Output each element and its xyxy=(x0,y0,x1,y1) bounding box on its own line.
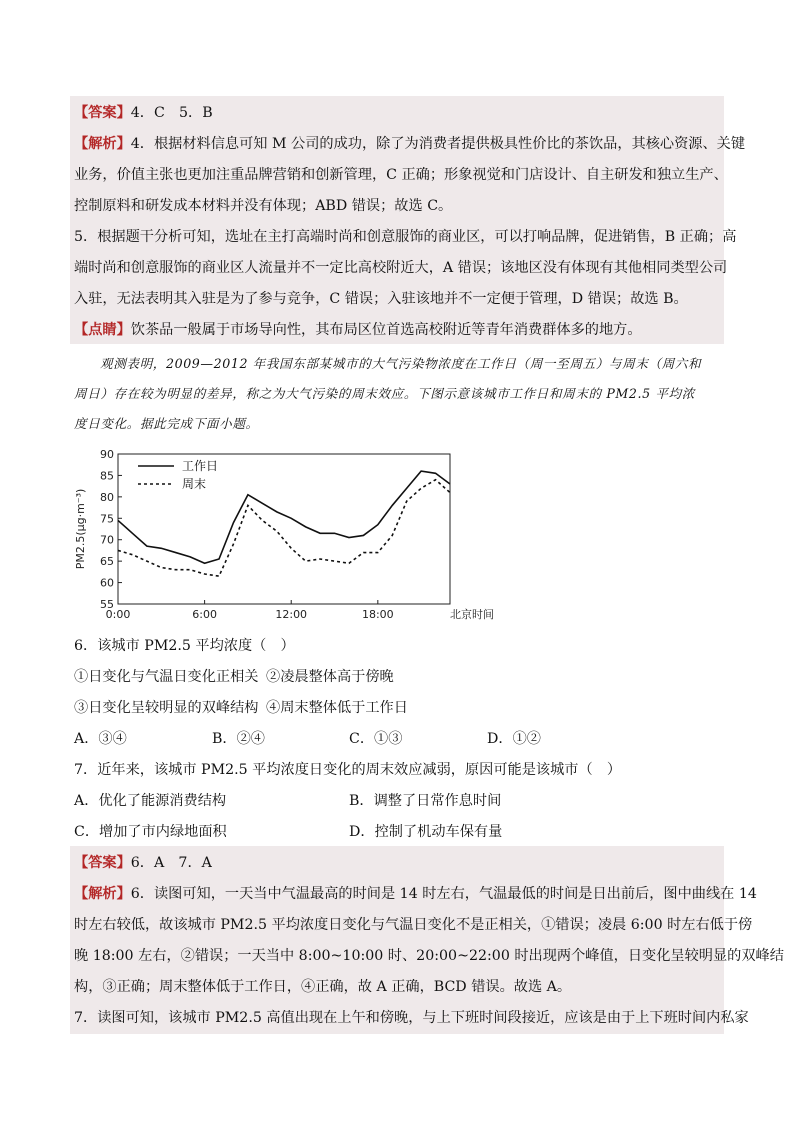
analysis-line-6: 入驻，无法表明其入驻是为了参与竞争，C 错误；入驻该地并不一定便于管理，D 错误；故选 B。 xyxy=(74,291,688,307)
q6-option-a[interactable]: A．③④ xyxy=(74,731,127,747)
y-tick-label: 80 xyxy=(100,490,114,504)
y-axis-label: PM2.5(μg·m⁻³) xyxy=(74,488,87,570)
legend-label: 周末 xyxy=(182,477,207,491)
analysis2-line-2: 时左右较低，故该城市 PM2.5 平均浓度日变化与气温日变化不是正相关，①错误；凌晨 6:00 时左右低于傍 xyxy=(74,917,753,933)
q6-option-d[interactable]: D．①② xyxy=(487,731,541,747)
answer2-text: 6．A 7．A xyxy=(130,855,212,871)
y-tick-label: 85 xyxy=(100,469,114,483)
answer-tag: 【答案】 xyxy=(74,105,131,121)
y-tick-label: 70 xyxy=(100,533,114,547)
analysis2-line-4: 构，③正确；周末整体低于工作日，④正确，故 A 正确，BCD 错误。故选 A。 xyxy=(74,979,572,995)
q6-statement-2: ②凌晨整体高于傍晚 xyxy=(266,669,394,685)
y-tick-label: 75 xyxy=(100,512,114,526)
point-tag: 【点睛】 xyxy=(74,322,131,338)
analysis-line-3: 控制原料和研发成本材料并没有体现；ABD 错误；故选 C。 xyxy=(74,198,453,214)
series-line-weekend xyxy=(118,480,450,576)
analysis2-line-1 xyxy=(74,884,757,904)
y-tick-label: 55 xyxy=(100,598,114,611)
x-axis-label: 北京时间 xyxy=(450,608,494,621)
q6-option-b[interactable]: B．②④ xyxy=(212,731,265,747)
q6-statement-4: ④周末整体低于工作日 xyxy=(266,700,408,716)
q7-option-a[interactable]: A．优化了能源消费结构 xyxy=(74,793,227,809)
q6-statement-3: ③日变化呈较明显的双峰结构 xyxy=(74,700,259,716)
q6-option-c[interactable]: C．①③ xyxy=(349,731,403,747)
x-tick-label: 12:00 xyxy=(275,608,308,621)
intro-line-1: 观测表明，2009—2012 年我国东部某城市的大气污染物浓度在工作日（周一至周五）与周末（周六和 xyxy=(100,356,702,371)
q7-option-d[interactable]: D．控制了机动车保有量 xyxy=(349,824,503,840)
q6-stem: 6．该城市 PM2.5 平均浓度（ ） xyxy=(74,638,295,654)
point-text: 饮茶品一般属于市场导向性，其布局区位首选高校附近等青年消费群体多的地方。 xyxy=(130,322,642,338)
analysis2-text: 6．读图可知，一天当中气温最高的时间是 14 时左右，气温最低的时间是日出前后，图中曲线在 14 xyxy=(130,886,757,902)
pm25-chart xyxy=(70,440,494,630)
y-tick-label: 65 xyxy=(100,555,114,569)
answer-text: 4．C 5．B xyxy=(130,105,213,121)
y-tick-label: 90 xyxy=(100,448,114,461)
answer-line-1 xyxy=(74,103,724,123)
analysis2-line-3: 晚 18:00 左右，②错误；一天当中 8:00~10:00 时、20:00~22:00 时出现两个峰值，日变化呈较明显的双峰结 xyxy=(74,948,784,964)
q7-stem: 7．近年来，该城市 PM2.5 平均浓度日变化的周末效应减弱，原因可能是该城市（ ） xyxy=(74,762,622,778)
analysis-line-2: 业务，价值主张也更加注重品牌营销和创新管理，C 正确；形象视觉和门店设计、自主研发和独立生产、 xyxy=(74,167,728,183)
answer-block-2 xyxy=(70,846,784,1034)
legend-label: 工作日 xyxy=(182,459,219,473)
analysis2-tag: 【解析】 xyxy=(74,886,131,902)
q7-option-c[interactable]: C．增加了市内绿地面积 xyxy=(74,824,227,840)
intro-line-3: 度日变化。据此完成下面小题。 xyxy=(74,416,259,431)
q6-statement-1: ①日变化与气温日变化正相关 xyxy=(74,669,259,685)
intro-line-2: 周日）存在较为明显的差异，称之为大气污染的周末效应。下图示意该城市工作日和周末的 PM2.5 平均浓 xyxy=(74,386,695,401)
answer2-line xyxy=(74,853,724,873)
point-line xyxy=(74,320,724,340)
analysis-tag: 【解析】 xyxy=(74,136,131,152)
x-tick-label: 6:00 xyxy=(192,608,217,621)
analysis-line-1 xyxy=(74,134,746,154)
analysis-line-4: 5．根据题干分析可知，选址在主打高端时尚和创意服饰的商业区，可以打响品牌，促进销售，B 正确；高 xyxy=(74,229,737,245)
analysis-text: 4．根据材料信息可知 M 公司的成功，除了为消费者提供极具性价比的茶饮品，其核心资源、关键 xyxy=(130,136,746,152)
y-tick-label: 60 xyxy=(100,576,114,590)
plot-frame xyxy=(118,454,450,604)
x-tick-label: 18:00 xyxy=(361,608,394,621)
analysis2-line-5: 7．读图可知，该城市 PM2.5 高值出现在上午和傍晚，与上下班时间段接近，应该是由于上下班时间内私家 xyxy=(74,1010,749,1026)
answer2-tag: 【答案】 xyxy=(74,855,131,871)
analysis-line-5: 端时尚和创意服饰的商业区人流量并不一定比高校附近大，A 错误；该地区没有体现有其他相同类型公司 xyxy=(74,260,728,276)
x-tick-label: 0:00 xyxy=(105,608,131,621)
q7-option-b[interactable]: B．调整了日常作息时间 xyxy=(349,793,502,809)
